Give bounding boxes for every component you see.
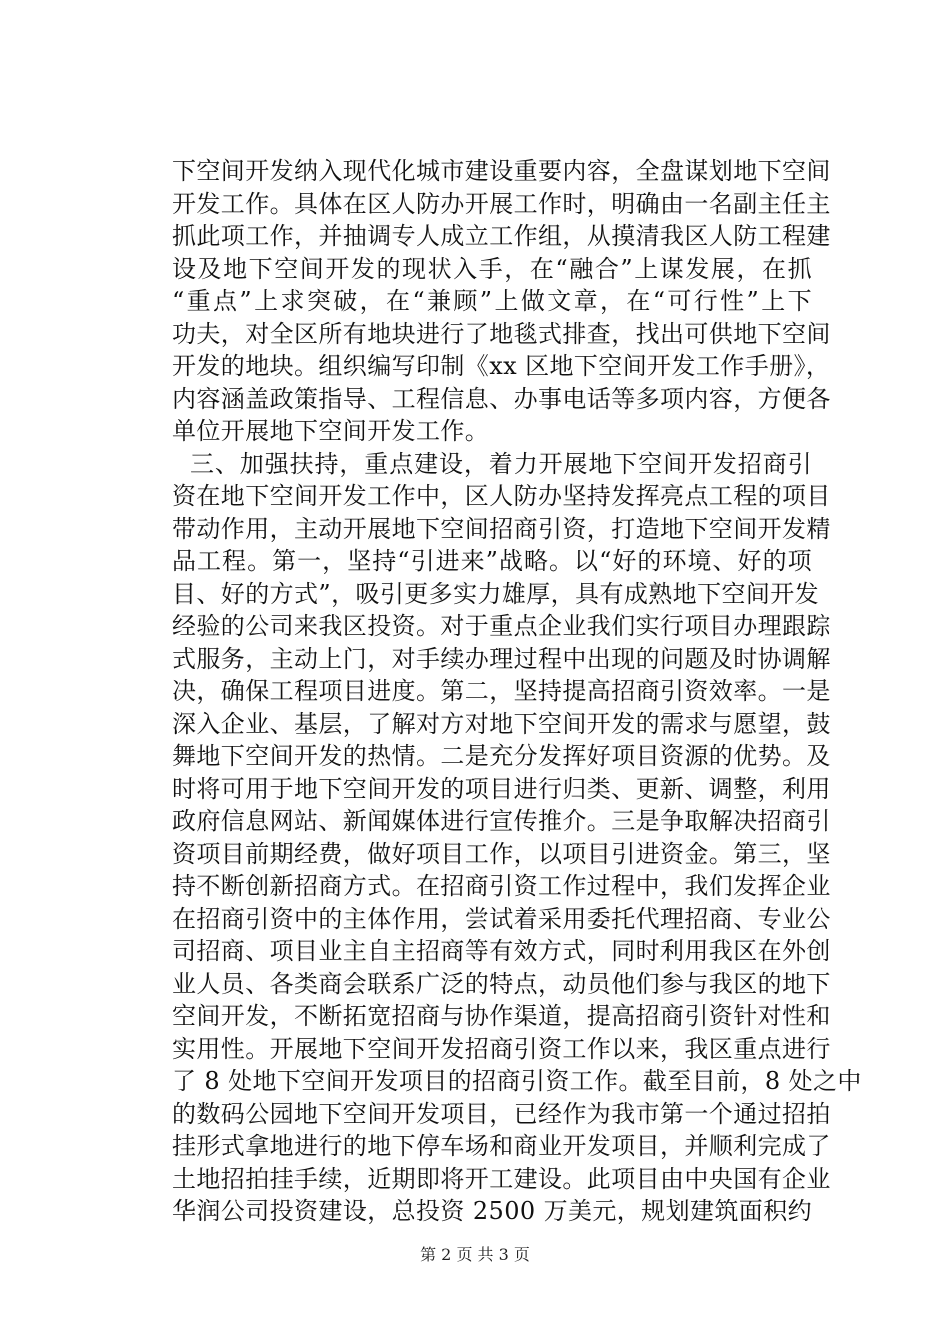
document-body [172, 155, 862, 1228]
paragraph-2-line: 政府信息网站、新闻媒体进行宣传推介。三是争取解决招商引 [172, 807, 831, 835]
paragraph-2-line: 了 8 处地下空间开发项目的招商引资工作。截至目前，8 处之中 [172, 1067, 862, 1095]
paragraph-2-line: 的数码公园地下空间开发项目，已经作为我市第一个通过招拍 [172, 1099, 831, 1128]
paragraph-2-line: 时将可用于地下空间开发的项目进行归类、更新、调整，利用 [172, 774, 831, 803]
paragraph-2-line: 在招商引资中的主体作用，尝试着采用委托代理招商、专业公 [172, 904, 831, 933]
paragraph-2-line: 经验的公司来我区投资。对于重点企业我们实行项目办理跟踪 [172, 612, 831, 640]
paragraph-2-line: 带动作用，主动开展地下空间招商引资，打造地下空间开发精 [172, 514, 831, 543]
paragraph-1-line: 功夫，对全区所有地块进行了地毯式排查，找出可供地下空间 [172, 319, 831, 348]
paragraph-2-line: 司招商、项目业主自主招商等有效方式，同时利用我区在外创 [172, 937, 831, 965]
paragraph-2-line: 舞地下空间开发的热情。二是充分发挥好项目资源的优势。及 [172, 742, 831, 770]
paragraph-1-line: 内容涵盖政策指导、工程信息、办事电话等多项内容，方便各 [172, 384, 831, 413]
paragraph-1-line: 开发的地块。组织编写印制《xx 区地下空间开发工作手册》， [172, 352, 831, 380]
paragraph-2-line: 资项目前期经费，做好项目工作，以项目引进资金。第三，坚 [172, 839, 831, 868]
paragraph-2-line: 土地招拍挂手续，近期即将开工建设。此项目由中央国有企业 [172, 1164, 831, 1193]
paragraph-2-line: 目、好的方式”，吸引更多实力雄厚，具有成熟地下空间开发 [172, 579, 820, 608]
paragraph-1-line: 设及地下空间开发的现状入手，在“融合”上谋发展，在抓 [172, 254, 812, 283]
paragraph-1-line: 开发工作。具体在区人防办开展工作时，明确由一名副主任主 [172, 189, 831, 218]
paragraph-2-line: 华润公司投资建设，总投资 2500 万美元，规划建筑面积约 [172, 1197, 812, 1225]
paragraph-2-line: 深入企业、基层，了解对方对地下空间开发的需求与愿望，鼓 [172, 709, 831, 738]
paragraph-1-line: 下空间开发纳入现代化城市建设重要内容，全盘谋划地下空间 [172, 157, 831, 185]
paragraph-1-line: “重点”上求突破，在“兼顾”上做文章，在“可行性”上下 [172, 287, 812, 315]
paragraph-2-line: 品工程。第一，坚持“引进来”战略。以“好的环境、好的项 [172, 547, 812, 575]
paragraph-2-first-line: 三、加强扶持，重点建设，着力开展地下空间开发招商引 [190, 449, 812, 478]
paragraph-1-line: 单位开展地下空间开发工作。 [172, 417, 490, 445]
paragraph-2-line: 资在地下空间开发工作中，区人防办坚持发挥亮点工程的项目 [172, 482, 831, 510]
page-footer [0, 1245, 950, 1265]
paragraph-2-line: 空间开发，不断拓宽招商与协作渠道，提高招商引资针对性和 [172, 1002, 831, 1030]
page-number-label: 第 2 页 共 3 页 [420, 1245, 530, 1264]
paragraph-1-line: 抓此项工作，并抽调专人成立工作组，从摸清我区人防工程建 [172, 222, 831, 250]
paragraph-2-line: 业人员、各类商会联系广泛的特点，动员他们参与我区的地下 [172, 969, 831, 998]
paragraph-2-line: 持不断创新招商方式。在招商引资工作过程中，我们发挥企业 [172, 872, 831, 900]
paragraph-2-line: 决，确保工程项目进度。第二，坚持提高招商引资效率。一是 [172, 677, 831, 705]
paragraph-2-line: 式服务，主动上门，对手续办理过程中出现的问题及时协调解 [172, 644, 831, 673]
paragraph-2-line: 挂形式拿地进行的地下停车场和商业开发项目，并顺利完成了 [172, 1132, 831, 1160]
paragraph-2-line: 实用性。开展地下空间开发招商引资工作以来，我区重点进行 [172, 1034, 831, 1063]
